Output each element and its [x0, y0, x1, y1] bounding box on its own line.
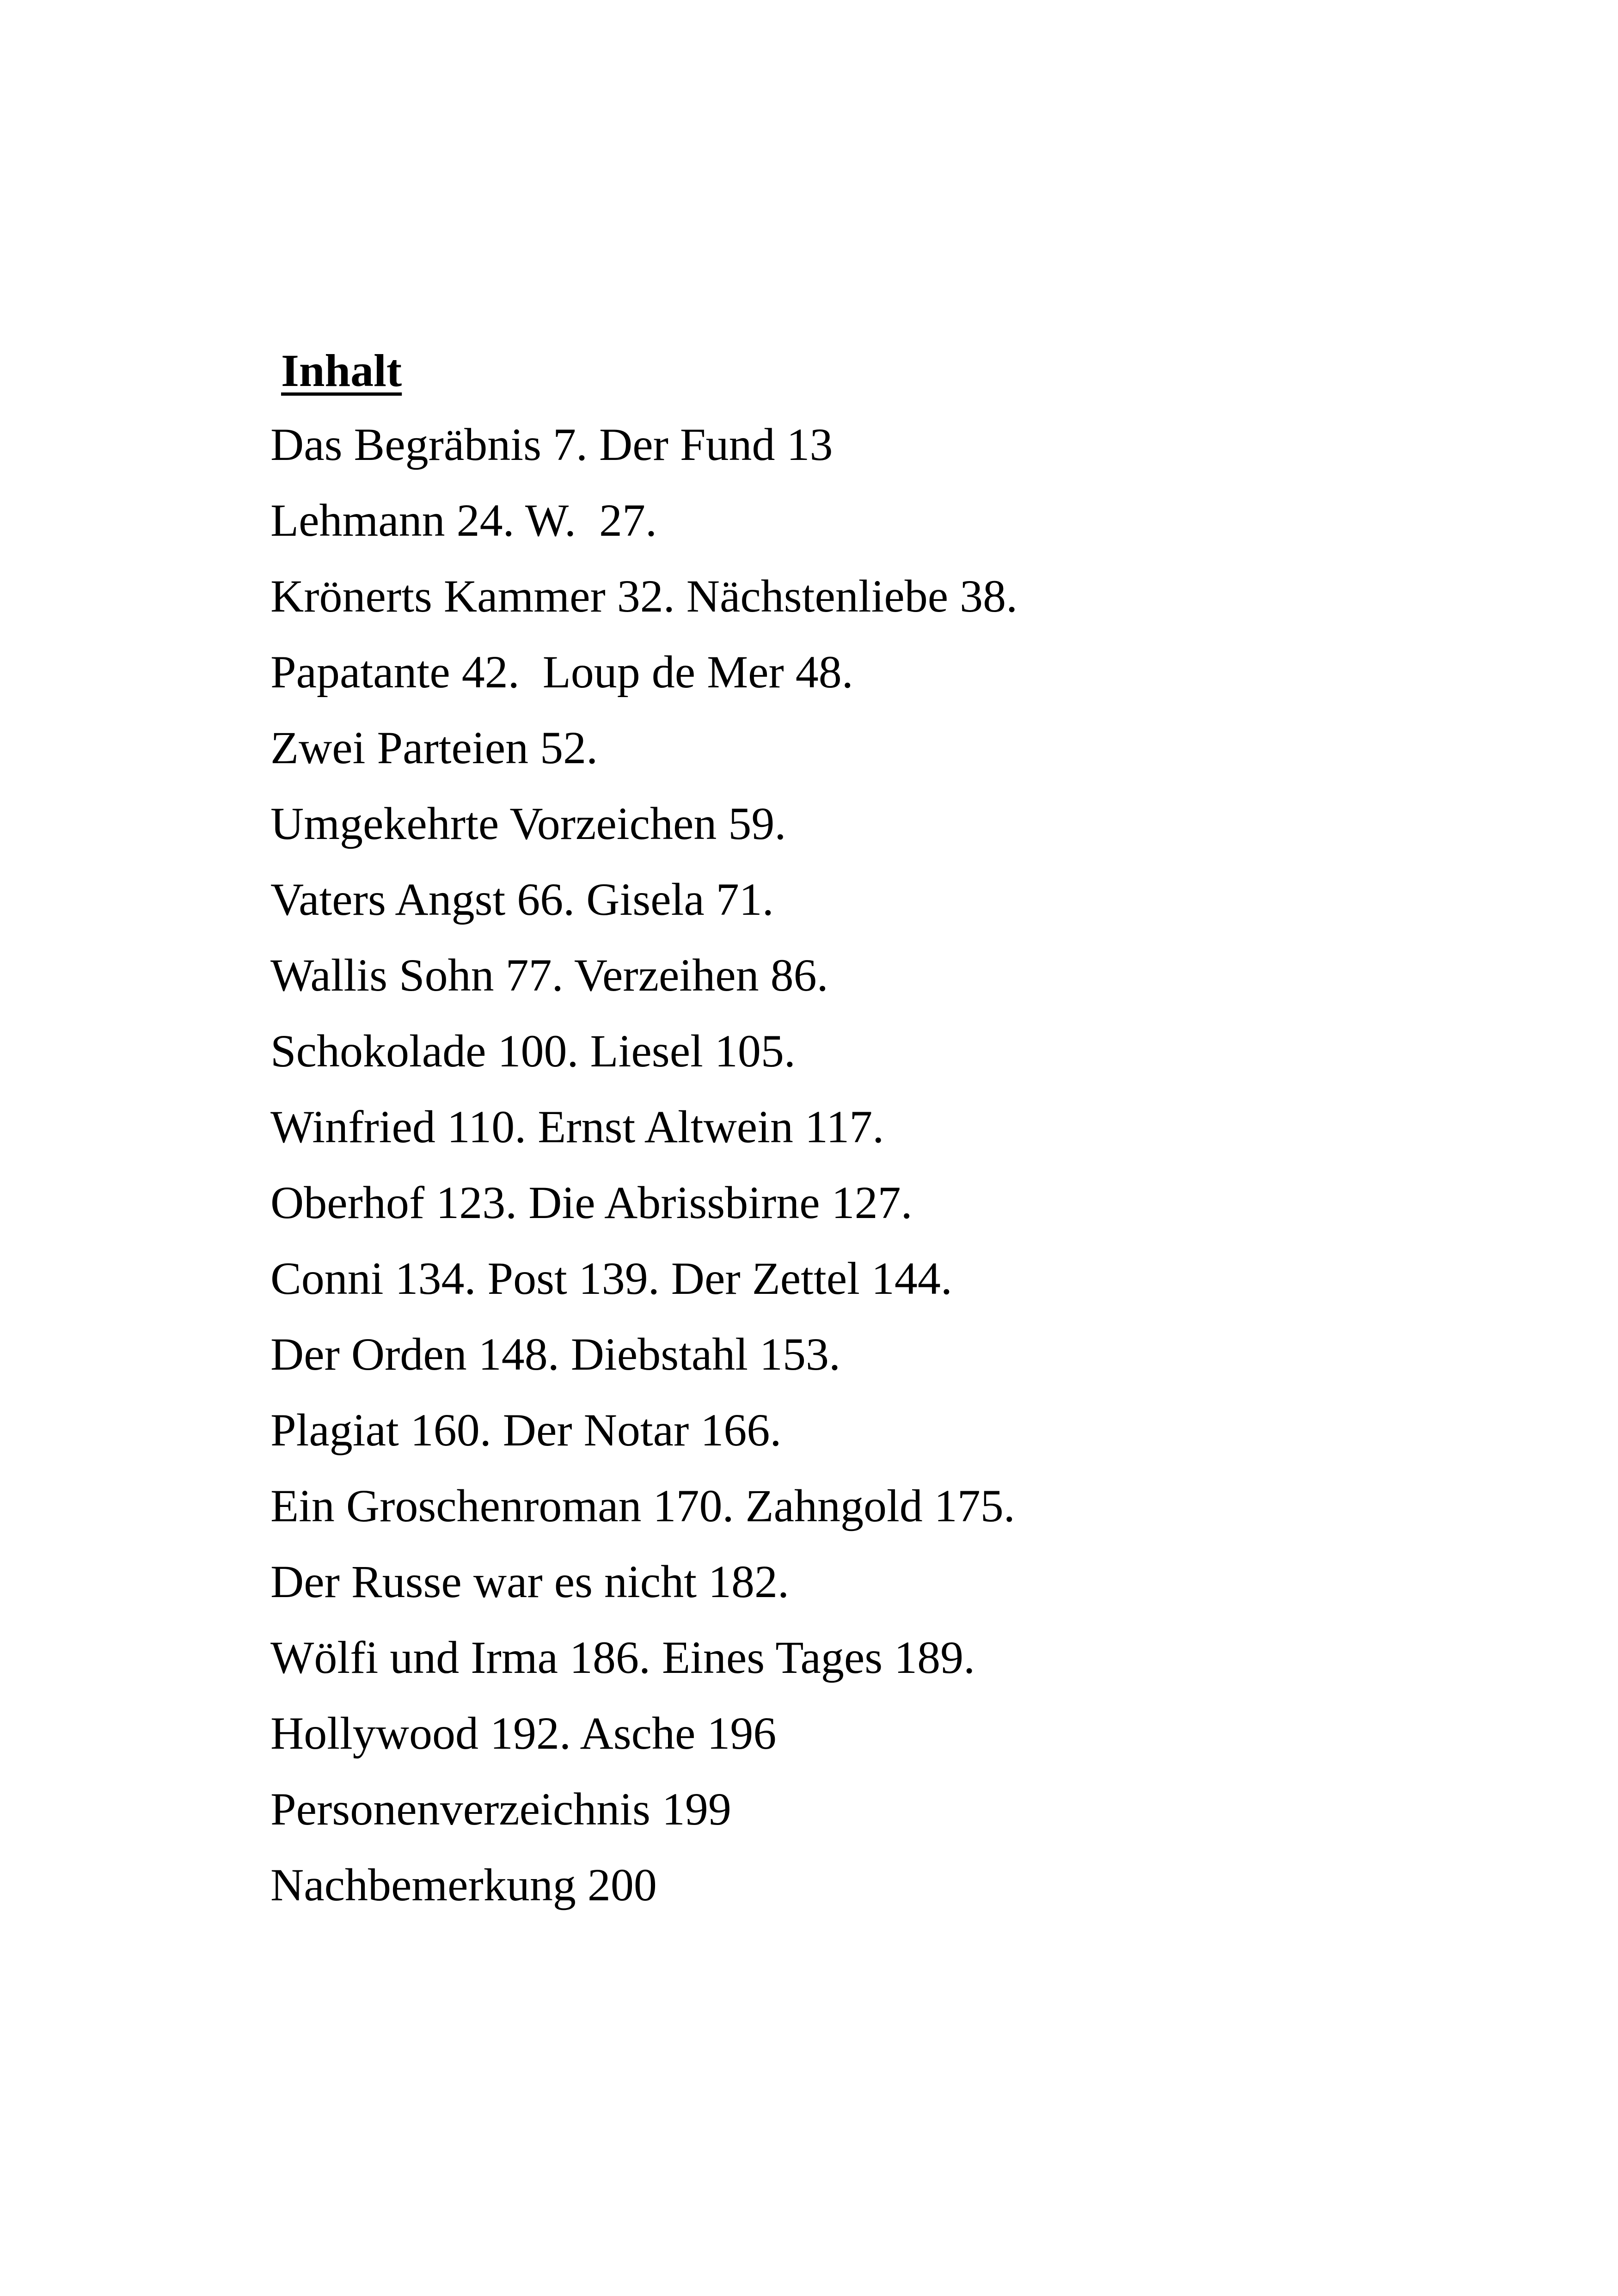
toc-entry: Schokolade 100. Liesel 105.: [270, 1025, 796, 1077]
toc-entry: Plagiat 160. Der Notar 166.: [270, 1404, 782, 1456]
toc-entry: Krönerts Kammer 32. Nächstenliebe 38.: [270, 570, 1018, 622]
toc-entry: Nachbemerkung 200: [270, 1859, 657, 1910]
toc-entry: Das Begräbnis 7. Der Fund 13: [270, 419, 833, 470]
toc-entry: Umgekehrte Vorzeichen 59.: [270, 798, 786, 849]
page-heading: Inhalt: [281, 345, 402, 396]
toc-entry: Ein Groschenroman 170. Zahngold 175.: [270, 1480, 1015, 1531]
toc-entry: Papatante 42. Loup de Mer 48.: [270, 646, 853, 698]
toc-entry: Oberhof 123. Die Abrissbirne 127.: [270, 1177, 913, 1228]
table-of-contents: [270, 419, 1472, 1938]
toc-entry: Wallis Sohn 77. Verzeihen 86.: [270, 949, 828, 1001]
toc-entry: Hollywood 192. Asche 196: [270, 1708, 777, 1759]
toc-entry: Zwei Parteien 52.: [270, 722, 598, 773]
toc-entry: Conni 134. Post 139. Der Zettel 144.: [270, 1253, 952, 1304]
toc-entry: Winfried 110. Ernst Altwein 117.: [270, 1101, 884, 1152]
toc-entry: Personenverzeichnis 199: [270, 1783, 731, 1835]
toc-entry: Der Orden 148. Diebstahl 153.: [270, 1329, 841, 1380]
toc-entry: Wölfi und Irma 186. Eines Tages 189.: [270, 1632, 975, 1683]
toc-entry: Lehmann 24. W. 27.: [270, 495, 657, 546]
toc-entry: Der Russe war es nicht 182.: [270, 1556, 789, 1607]
toc-entry: Vaters Angst 66. Gisela 71.: [270, 874, 774, 925]
